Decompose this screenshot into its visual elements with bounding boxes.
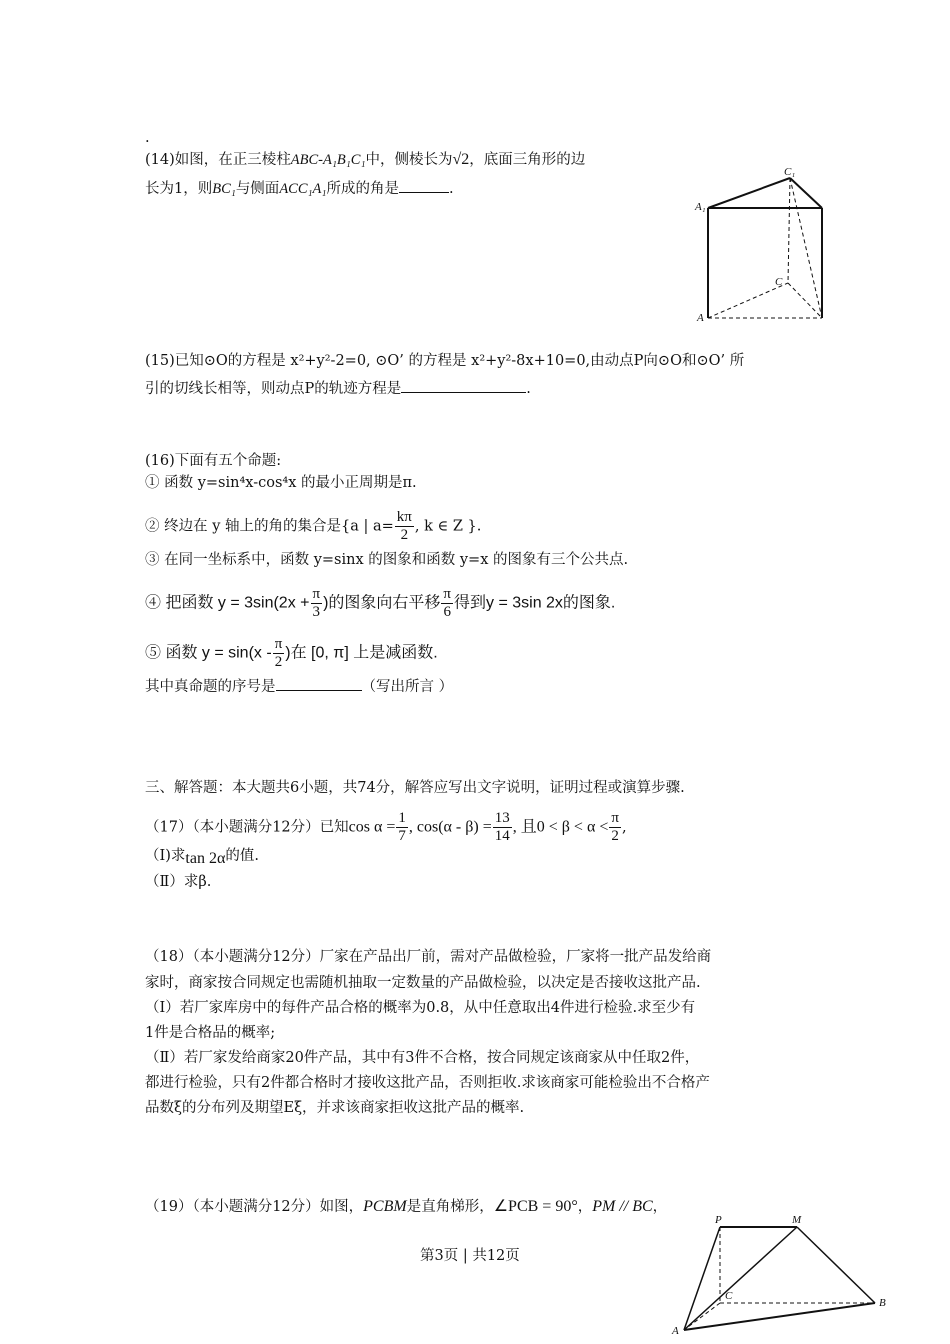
pyramid-label-b: B	[879, 1297, 886, 1309]
q19-angle: ∠PCB = 90°	[493, 1198, 578, 1215]
q15-period: .	[526, 381, 531, 397]
denominator: 6	[443, 604, 451, 620]
section-3-heading: 三、解答题：本大题共6小题，共74分，解答应写出文字说明，证明过程或演算步骤.	[145, 780, 685, 796]
numerator: π	[312, 586, 321, 602]
numerator: kπ	[396, 509, 412, 525]
denominator: 14	[494, 828, 510, 844]
numerator: 1	[398, 810, 406, 826]
prism-label-a: A	[697, 312, 704, 324]
q17-condition: , 且0 < β < α <	[512, 818, 609, 836]
fraction	[311, 586, 323, 621]
pyramid-label-p: P	[715, 1214, 722, 1226]
fraction	[609, 810, 621, 845]
q19-pcbm: PCBM	[363, 1198, 407, 1215]
q18-line: 1件是合格品的概率;	[145, 1025, 276, 1041]
q18-line: 都进行检验，只有2件都合格时才接收这批产品，否则拒收.求该商家可能检验出不合格产	[145, 1075, 710, 1091]
q16-proposition-1: ① 函数 y=sin⁴x-cos⁴x 的最小正周期是π.	[145, 475, 417, 491]
q15-answer-blank	[401, 378, 526, 393]
q18-line: 家时，商家按合同规定也需随机抽取一定数量的产品做检验，以决定是否接收这批产品.	[145, 975, 701, 991]
q16-proposition-3: ③ 在同一坐标系中，函数 y=sinx 的图象和函数 y=x 的图象有三个公共点.	[145, 552, 629, 568]
fraction	[493, 810, 512, 845]
numerator: 13	[494, 810, 510, 826]
q14-text: ，底面三角形的边	[469, 152, 586, 168]
q16-p4-text: 得到y = 3sin 2x的图象.	[454, 594, 616, 612]
page-footer: 第3页 | 共12页	[420, 1248, 520, 1264]
q16-proposition-4	[145, 586, 615, 621]
q17-text: 的值.	[225, 848, 259, 864]
fraction	[395, 509, 414, 544]
q17-cos-alpha: cos α =	[348, 818, 396, 836]
numerator: π	[274, 636, 283, 652]
q16-answer-text: 其中真命题的序号是	[145, 679, 276, 695]
numerator: π	[443, 586, 451, 602]
prism-label-c1: C₁	[784, 166, 796, 178]
q16-p2-text: ② 终边在 y 轴上的角的集合是{a | a=	[145, 518, 394, 535]
prism-label-a1: A₁	[695, 201, 706, 213]
q18-line: （18）（本小题满分12分）厂家在产品出厂前，需对产品做检验，厂家将一批产品发给商	[145, 949, 712, 965]
q19-line1	[145, 1197, 667, 1217]
q16-p5-text: )在 [0, π] 上是减函数.	[285, 644, 438, 662]
denominator: 2	[400, 527, 409, 543]
q14-text: 中，侧棱长为	[365, 152, 453, 168]
q16-p4-text: )的图象向右平移	[323, 594, 441, 612]
q18-line: （Ⅱ）若厂家发给商家20件产品，其中有3件不合格，按合同规定该商家从中任取2件，	[145, 1050, 700, 1066]
q16-answer-line	[145, 676, 453, 697]
q14-text: 与侧面	[235, 181, 280, 197]
q16-p4-text: ④ 把函数 y = 3sin(2x +	[145, 594, 310, 612]
q14-face: ACC₁A₁	[279, 181, 327, 197]
stray-dot: .	[145, 130, 150, 146]
pyramid-label-m: M	[792, 1214, 802, 1226]
q19-text: ，	[577, 1199, 593, 1215]
fraction	[396, 810, 408, 845]
numerator: π	[611, 810, 619, 826]
denominator: 7	[398, 828, 406, 844]
q17-tan-expr: tan 2α	[185, 850, 226, 867]
denominator: 3	[312, 604, 321, 620]
pyramid-label-a: A	[672, 1325, 679, 1337]
q19-text: （19）（本小题满分12分）如图，	[145, 1199, 364, 1215]
pyramid-label-c: C	[725, 1290, 733, 1302]
q14-text: (14)如图，在正三棱柱	[145, 152, 291, 168]
pyramid-figure	[684, 1227, 875, 1330]
q17-comma: ,	[621, 819, 627, 836]
q14-sqrt2: √2	[452, 151, 470, 168]
fraction	[441, 586, 453, 621]
q15-line2	[145, 378, 531, 399]
q14-period: .	[448, 181, 454, 197]
q17-line1	[145, 810, 627, 845]
q16-p2-text: , k ∈ Z }.	[414, 518, 482, 535]
q14-prism: ABC-A₁B₁C₁	[290, 152, 366, 168]
q17-text: （Ⅰ)求	[145, 848, 186, 864]
denominator: 2	[611, 828, 619, 844]
q16-p5-text: ⑤ 函数 y = sin(x -	[145, 644, 272, 662]
q14-text: 所成的角是	[326, 181, 399, 197]
q17-part1	[145, 846, 259, 866]
q14-text: 长为1，则	[145, 181, 213, 197]
q17-text: （17）（本小题满分12分）已知	[145, 819, 349, 836]
q17-cos-diff: , cos(α - β) =	[408, 818, 492, 836]
prism-figure	[708, 178, 822, 318]
q16-answer-blank	[276, 676, 362, 691]
q17-part2: （Ⅱ）求β.	[145, 874, 212, 890]
q15-text: 引的切线长相等，则动点P的轨迹方程是	[145, 381, 402, 397]
q18-line: （Ⅰ）若厂家库房中的每件产品合格的概率为0.8，从中任意取出4件进行检验.求至少有	[145, 1000, 696, 1016]
q16-proposition-2	[145, 509, 481, 544]
fraction	[273, 636, 285, 671]
q18-line: 品数ξ的分布列及期望Eξ，并求该商家拒收这批产品的概率.	[145, 1100, 525, 1116]
q14-bc1: BC₁	[212, 181, 236, 197]
q19-text: 是直角梯形，	[406, 1199, 494, 1215]
q19-text: ，	[652, 1199, 668, 1215]
prism-label-c: C	[775, 276, 783, 288]
q16-proposition-5	[145, 636, 438, 671]
q16-title: (16)下面有五个命题:	[145, 453, 282, 469]
q16-answer-note: （写出所言 ）	[361, 679, 454, 695]
denominator: 2	[274, 654, 283, 670]
q19-parallel: PM // BC	[592, 1198, 653, 1215]
q15-line1: (15)已知⊙O的方程是 x²+y²-2=0, ⊙O’ 的方程是 x²+y²-8x+10=0,由动点P向⊙O和⊙O’ 所	[145, 353, 745, 369]
